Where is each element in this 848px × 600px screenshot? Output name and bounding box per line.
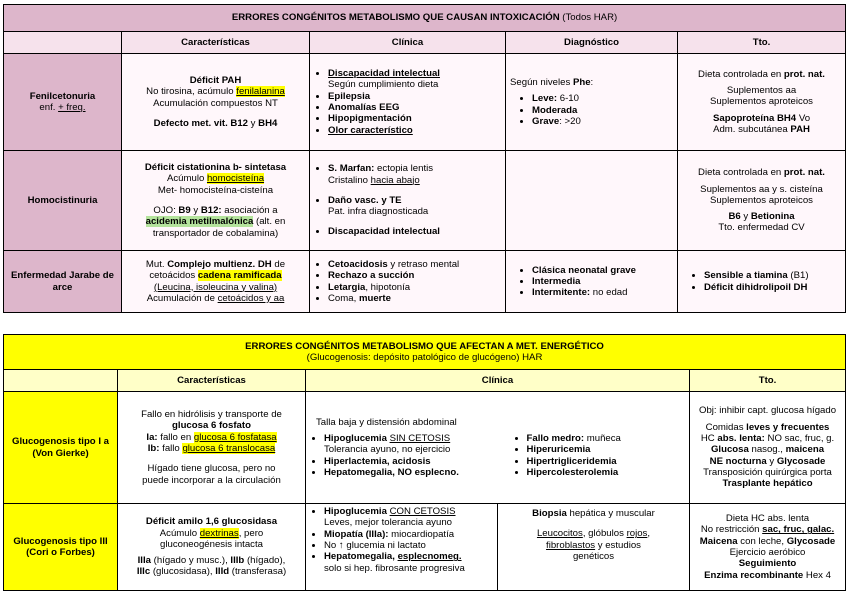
- table2-header-tto: Tto.: [690, 370, 846, 392]
- fenil-diagnostico: Según niveles Phe: • Leve: 6-10 • Moderada • Grave: >20: [506, 54, 678, 151]
- table2-header-caracteristicas: Características: [118, 370, 306, 392]
- gsd3-tto: Dieta HC abs. lenta No restricción sac, fruc, galac. Maicena con leche, Glycosade Ejercicio aeróbico Seguimiento Enzima recombinante Hex 4: [690, 504, 846, 591]
- table1-title: ERRORES CONGÉNITOS METABOLISMO QUE CAUSAN INTOXICACIÓN (Todos HAR): [4, 5, 846, 32]
- energy-metabolism-table: [3, 334, 846, 591]
- table1-header-caracteristicas: Características: [122, 32, 310, 54]
- gsd3-clinica: • Hipoglucemia CON CETOSIS Leves, mejor tolerancia ayuno • Miopatía (IIIa): miocardiopatía • No ↑ glucemia ni lactato • Hepatomegalia, esplecnomeg. solo si hep. fibrosante progresiva Biopsia hepática y muscular Leucocitos, glóbulos rojos, fibroblastos y estudios genéticos: [306, 504, 690, 591]
- row-fenilcetonuria: Fenilcetonuria enf. + freq.: [4, 54, 122, 151]
- gsd1-clinica: Talla baja y distensión abdominal • Hipoglucemia SIN CETOSIS Tolerancia ayuno, no ejercicio • Hiperlactemia, acidosis • Hepatomegalia, NO esplecno. • Fallo medro: muñeca • Hiperuricemia • Hipertrigliceridemia • Hipercolesterolemia: [306, 392, 690, 504]
- jarabe-caracteristicas: Mut. Complejo multienz. DH de cetoácidos cadena ramificada (Leucina, isoleucina y valina) Acumulación de cetoácidos y aa: [122, 251, 310, 313]
- jarabe-diagnostico: • Clásica neonatal grave • Intermedia • Intermitente: no edad: [506, 251, 678, 313]
- table2-title: ERRORES CONGÉNITOS METABOLISMO QUE AFECTAN A MET. ENERGÉTICO (Glucogenosis: depósito patológico de glucógeno) HAR: [4, 335, 846, 370]
- row-homocistinuria: Homocistinuria: [4, 151, 122, 251]
- homo-clinica: • S. Marfan: ectopia lentis Cristalino hacia abajo • Daño vasc. y TE Pat. infra diagnosticada • Discapacidad intelectual: [310, 151, 506, 251]
- table2-header-blank: [4, 370, 118, 392]
- homo-tto: Dieta controlada en prot. nat. Suplementos aa y s. cisteína Suplementos aproteicos B6 y Betionina Tto. enfermedad CV: [678, 151, 846, 251]
- row-jarabe-de-arce: Enfermedad Jarabe de arce: [4, 251, 122, 313]
- jarabe-clinica: • Cetoacidosis y retraso mental • Rechazo a succión • Letargia, hipotonía • Coma, muerte: [310, 251, 506, 313]
- fenil-clinica: • Discapacidad intelectual Según cumplimiento dieta • Epilepsia • Anomalías EEG • Hipopigmentación • Olor característico: [310, 54, 506, 151]
- table1-header-diagnostico: Diagnóstico: [506, 32, 678, 54]
- gsd1-tto: Obj: inhibir capt. glucosa hígado Comidas leves y frecuentes HC abs. lenta: NO sac, fruc, g. Glucosa nasog., maicena NE nocturna y Glycosade Transposición quirúrgica porta Trasplante hepático: [690, 392, 846, 504]
- homo-caracteristicas: Déficit cistationina b- sintetasa Acúmulo homocisteína Met- homocisteína-cisteína OJO: B9 y B12: asociación a acidemia metilmalónica (alt. en transportador de cobalamina): [122, 151, 310, 251]
- jarabe-tto: • Sensible a tiamina (B1) • Déficit dihidrolipoil DH: [678, 251, 846, 313]
- table2-header-clinica: Clínica: [306, 370, 690, 392]
- row-glucogenosis-tipo-3: Glucogenosis tipo III (Cori o Forbes): [4, 504, 118, 591]
- table1-header-clinica: Clínica: [310, 32, 506, 54]
- homo-diagnostico: [506, 151, 678, 251]
- fenil-caracteristicas: Déficit PAH No tirosina, acúmulo fenilalanina Acumulación compuestos NT Defecto met. vit. B12 y BH4: [122, 54, 310, 151]
- row-glucogenosis-tipo-1a: Glucogenosis tipo I a (Von Gierke): [4, 392, 118, 504]
- gsd3-caracteristicas: Déficit amilo 1,6 glucosidasa Acúmulo dextrinas, pero gluconeogénesis intacta IIIa (hígado y musc.), IIIb (hígado), IIIc (glucosidasa), IIId (transferasa): [118, 504, 306, 591]
- table1-header-tto: Tto.: [678, 32, 846, 54]
- intoxication-table: [3, 4, 846, 313]
- fenil-tto: Dieta controlada en prot. nat. Suplementos aa Suplementos aproteicos Sapoproteína BH4 Vo Adm. subcutánea PAH: [678, 54, 846, 151]
- table1-header-blank: [4, 32, 122, 54]
- gsd1-caracteristicas: Fallo en hidrólisis y transporte de glucosa 6 fosfato Ia: fallo en glucosa 6 fosfatasa Ib: fallo glucosa 6 translocasa Hígado tiene glucosa, pero no puede incorporar a la circulación: [118, 392, 306, 504]
